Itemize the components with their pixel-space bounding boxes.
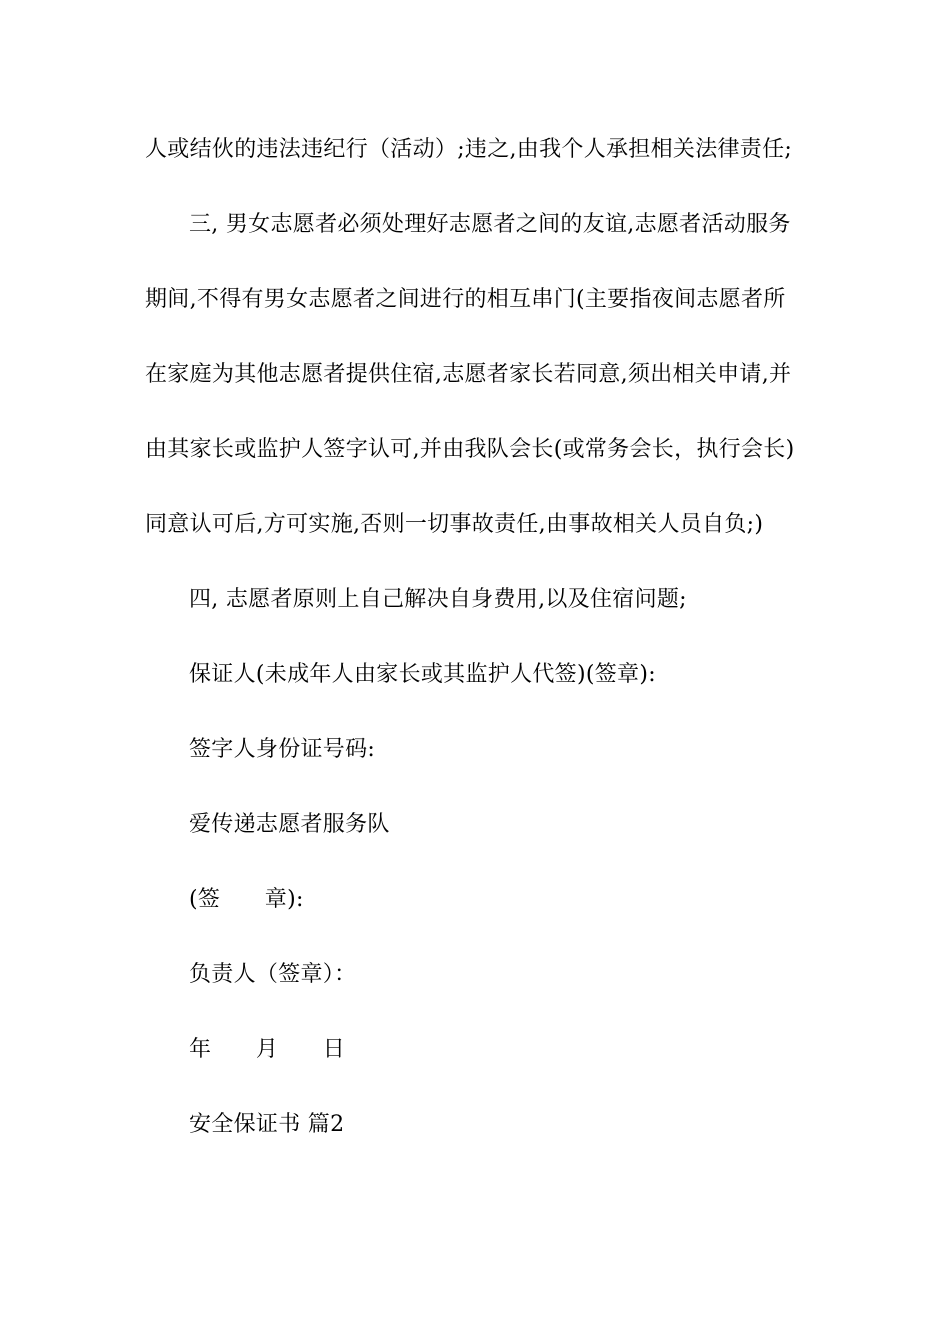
paragraph-clause-3-line-4: 由其家长或监护人签字认可,并由我队会长(或常务会长，执行会长) (145, 437, 795, 462)
date-line: 年 月 日 (189, 1037, 346, 1062)
organization-name: 爱传递志愿者服务队 (189, 812, 390, 837)
organization-seal-line: (签 章): (189, 887, 304, 912)
id-number-line: 签字人身份证号码: (189, 737, 376, 762)
paragraph-clause-3-line-3: 在家庭为其他志愿者提供住宿,志愿者家长若同意,须出相关申请,并 (145, 362, 792, 387)
responsible-person-line: 负责人（签章）： (189, 962, 357, 987)
paragraph-clause-4: 四, 志愿者原则上自己解决自身费用,以及住宿问题; (189, 587, 687, 612)
paragraph-clause-3-line-1: 三, 男女志愿者必须处理好志愿者之间的友谊,志愿者活动服务 (189, 212, 791, 237)
section-heading: 安全保证书 篇2 (189, 1112, 345, 1137)
paragraph-clause-3-line-5: 同意认可后,方可实施,否则一切事故责任,由事故相关人员自负;) (145, 512, 764, 537)
paragraph-line-1: 人或结伙的违法违纪行（活动）;违之,由我个人承担相关法律责任; (145, 137, 793, 162)
paragraph-clause-3-line-2: 期间,不得有男女志愿者之间进行的相互串门(主要指夜间志愿者所 (145, 287, 786, 312)
guarantor-signature-line: 保证人(未成年人由家长或其监护人代签)(签章): (189, 662, 656, 687)
